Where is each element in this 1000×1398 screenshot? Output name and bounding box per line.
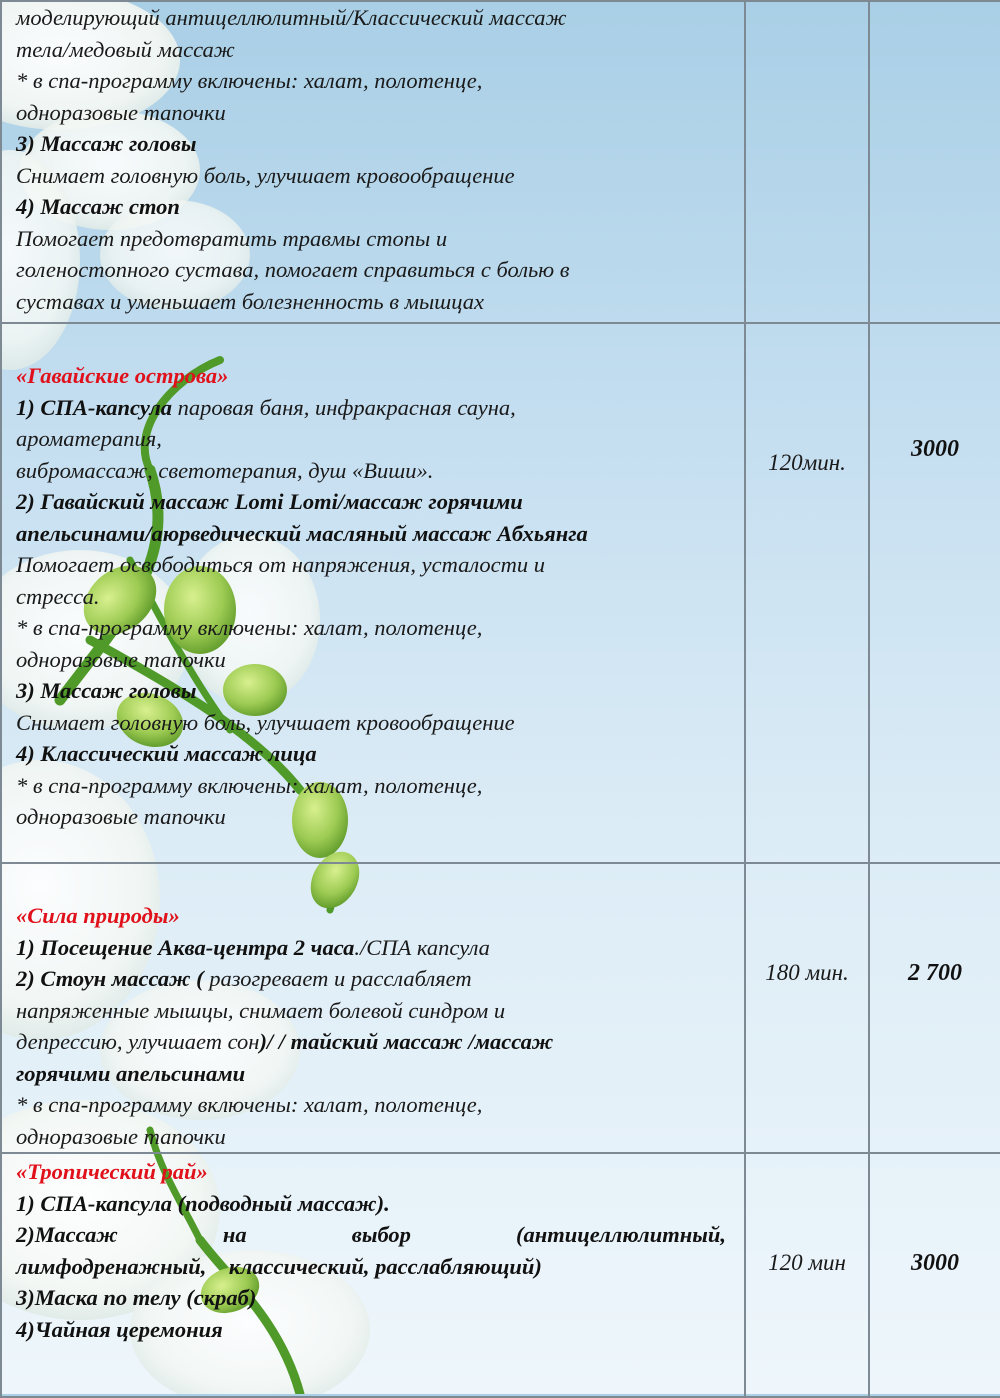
program-title: «Тропический рай» — [16, 1159, 208, 1184]
desc-line: одноразовые тапочки — [16, 99, 226, 125]
program-description — [1, 323, 745, 863]
price-cell — [869, 863, 1000, 1153]
desc-heading: 3) Массаж головы — [16, 678, 197, 703]
program-description — [1, 863, 745, 1153]
desc-heading: 4)Чайная церемония — [16, 1316, 223, 1342]
desc-line: одноразовые тапочки — [16, 646, 226, 672]
desc-line: напряженные мышцы, снимает болевой синдром и — [16, 997, 506, 1023]
desc-line: суставах и уменьшает болезненность в мышцах — [16, 288, 485, 314]
desc-text: паровая баня, инфракрасная сауна, — [172, 394, 516, 420]
duration-value: 180 мин. — [765, 960, 849, 985]
desc-line: Помогает освободиться от напряжения, усталости и — [16, 552, 546, 577]
desc-text: депрессию, улучшает сон — [16, 1029, 260, 1054]
desc-heading: 3) Массаж головы — [16, 131, 197, 156]
desc-heading: 4) Классический массаж лица — [16, 741, 317, 766]
duration-value: 120 мин — [768, 1250, 846, 1275]
price-cell — [869, 323, 1000, 863]
desc-text: ./СПА капсула — [354, 934, 490, 960]
desc-line: * в спа-программу включены: халат, полотенце, — [16, 615, 483, 640]
desc-line: Снимает головную боль, улучшает кровообращение — [16, 709, 515, 735]
duration-cell — [745, 323, 869, 863]
program-description — [1, 1153, 745, 1397]
desc-line: моделирующий антицеллюлитный/Классический массаж — [16, 5, 567, 30]
desc-heading: 1) СПА-капсула (подводный массаж). — [16, 1190, 390, 1216]
desc-line: одноразовые тапочки — [16, 804, 226, 829]
desc-heading: 3)Маска по телу (скраб) — [16, 1285, 257, 1310]
desc-line: * в спа-программу включены: халат, полотенце, — [16, 772, 483, 798]
desc-text: разогревает и расслабляет — [203, 966, 472, 991]
desc-line: * в спа-программу включены: халат, полотенце, — [16, 1092, 483, 1117]
duration-cell — [745, 863, 869, 1153]
price-value: 3000 — [911, 1250, 959, 1276]
desc-line: тела/медовый массаж — [16, 36, 235, 62]
desc-heading: апельсинами/аюрведический масляный массаж Абхьянга — [16, 520, 588, 546]
table-row — [1, 1, 1000, 323]
duration-value: 120мин. — [768, 450, 846, 475]
program-title: «Гавайские острова» — [16, 363, 229, 388]
table-row — [1, 1153, 1000, 1397]
desc-line: Помогает предотвратить травмы стопы и — [16, 225, 448, 251]
desc-heading: 2) Гавайский массаж Lomi Lomi/массаж горячими — [16, 489, 523, 514]
desc-justified-line: лимфодренажный, классический, расслабляющий) — [16, 1253, 542, 1279]
duration-cell — [745, 1, 869, 323]
price-cell — [869, 1153, 1000, 1397]
desc-heading: )/ / тайский массаж /массаж — [259, 1029, 554, 1054]
desc-line: ароматерапия, — [16, 426, 162, 451]
program-description — [1, 1, 745, 323]
price-cell — [869, 1, 1000, 323]
desc-line: * в спа-программу включены: халат, полотенце, — [16, 68, 483, 93]
duration-cell — [745, 1153, 869, 1397]
desc-heading: 2) Стоун массаж ( — [16, 966, 204, 991]
desc-heading: горячими апельсинами — [16, 1060, 246, 1086]
table-row — [1, 323, 1000, 863]
price-value: 3000 — [911, 436, 959, 462]
desc-line: стресса. — [16, 583, 100, 609]
desc-justified-line: 2)Массаж на выбор (антицеллюлитный, — [16, 1222, 726, 1247]
desc-heading: 4) Массаж стоп — [16, 194, 180, 219]
desc-line: голеностопного сустава, помогает справиться с болью в — [16, 257, 570, 282]
desc-line: одноразовые тапочки — [16, 1123, 226, 1149]
program-title: «Сила природы» — [16, 903, 180, 928]
desc-heading: 1) Посещение Аква-центра 2 часа — [16, 934, 355, 960]
desc-heading: 1) СПА-капсула — [16, 394, 172, 420]
desc-line: вибромассаж, светотерапия, душ «Виши». — [16, 457, 434, 483]
desc-line: Снимает головную боль, улучшает кровообращение — [16, 162, 515, 188]
table-row — [1, 863, 1000, 1153]
price-value: 2 700 — [908, 960, 962, 986]
